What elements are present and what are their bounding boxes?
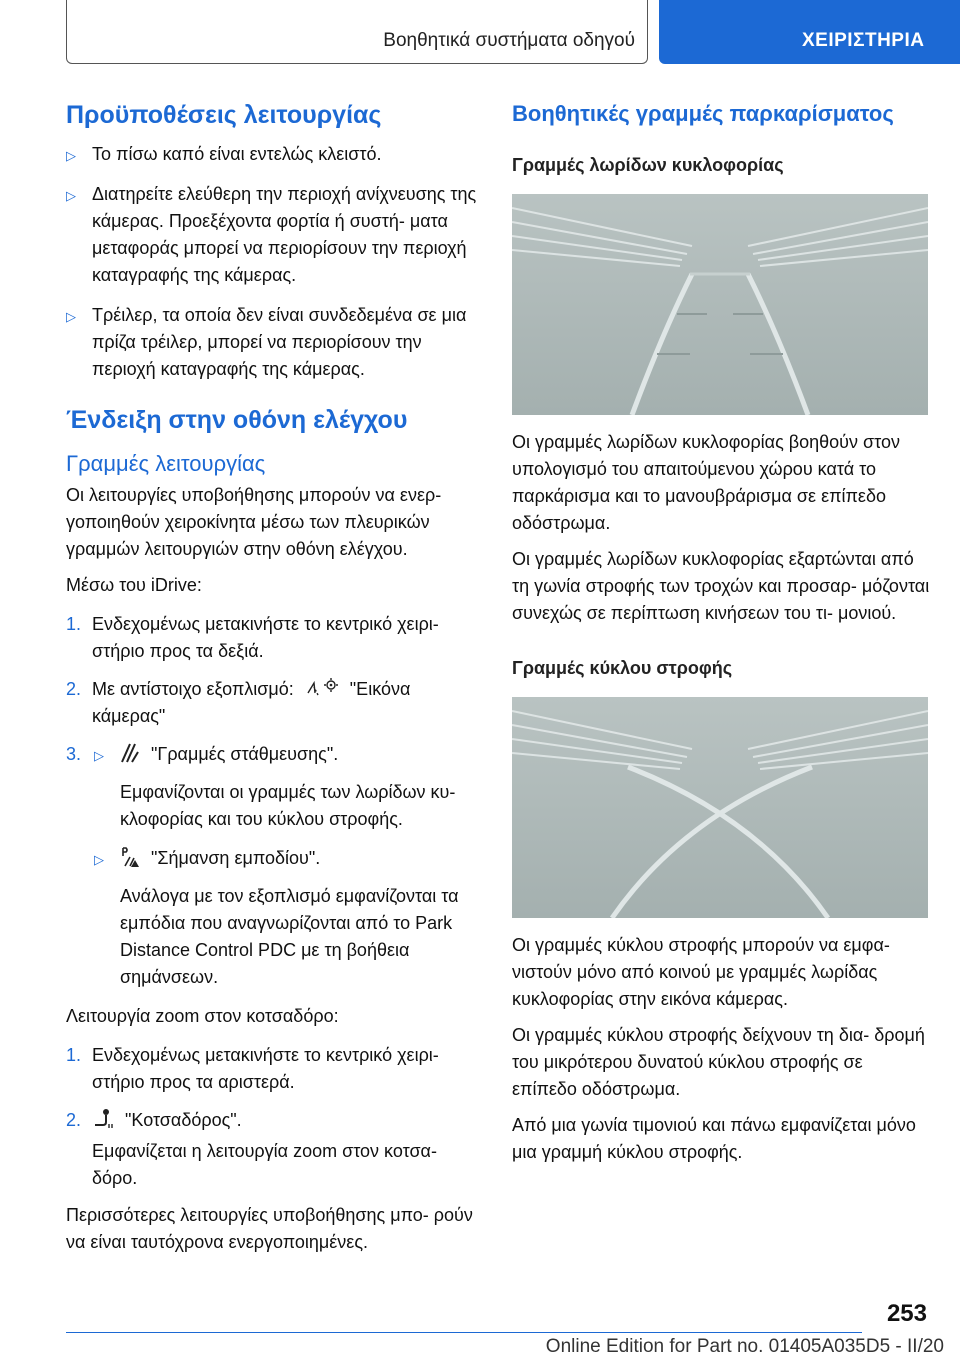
bullet-triangle-icon: ▷ — [66, 148, 76, 163]
display-title: Ένδειξη στην οθόνη ελέγχου — [66, 406, 408, 434]
turning-lines-p2: Οι γραμμές κύκλου στροφής δείχνουν τη δια- δρομή του μικρότερου δυνατού κύκλου στροφής σε επίπεδο οδόστρωμα. — [512, 1025, 925, 1099]
bullet-triangle-icon: ▷ — [94, 852, 104, 867]
zoom-intro: Λειτουργία zoom στον κοτσαδόρο: — [66, 1006, 339, 1026]
step-1: 1. Ενδεχομένως μετακινήστε το κεντρικό χειρι- στήριο προς τα δεξιά. — [66, 614, 439, 661]
header-section-box — [66, 0, 648, 64]
camera-settings-icon — [305, 677, 339, 699]
right-column — [512, 100, 932, 1175]
step-3: 3. ▷ "Γραμμές στάθμευσης". — [66, 741, 480, 768]
prereq-item: ▷ Τρέιλερ, τα οποία δεν είναι συνδεδεμένα σε μια πρίζα τρέιλερ, μπορεί να περιορίσουν την περιοχή καταγραφής της κάμερας. — [66, 305, 467, 379]
chapter-tab-label: ΧΕΙΡΙΣΤΗΡΙΑ — [802, 30, 925, 51]
step-3-desc: Εμφανίζονται οι γραμμές των λωρίδων κυ- κλοφορίας και του κύκλου στροφής. — [120, 782, 456, 829]
zoom-step-2-desc: Εμφανίζεται η λειτουργία zoom στον κοτσα- δόρο. — [92, 1141, 437, 1188]
parking-lines-title: Βοηθητικές γραμμές παρκαρίσματος — [512, 101, 894, 126]
obstacle-desc: Ανάλογα με τον εξοπλισμό εμφανίζονται τα εμπόδια που αναγνωρίζονται από το Park Distance Control PDC με τη βοήθεια σημάνσεων. — [120, 886, 459, 987]
left-column — [66, 100, 480, 1265]
tow-hitch-icon — [92, 1108, 114, 1130]
turning-lines-title: Γραμμές κύκλου στροφής — [512, 658, 733, 678]
bullet-triangle-icon: ▷ — [66, 188, 76, 203]
lane-lines-p2: Οι γραμμές λωρίδων κυκλοφορίας εξαρτώνται από τη γωνία στροφής των τροχών και προσαρ- μόζονται συνεχώς σε περίπτωση κινήσεων του τι- μονιού. — [512, 549, 930, 623]
page-number: 253 — [886, 1300, 927, 1327]
prereq-item: ▷ Διατηρείτε ελεύθερη την περιοχή ανίχνευσης της κάμερας. Προεξέχοντα φορτία ή συστή- ματα μεταφοράς μπορεί να περιορίσουν την περιοχή καταγραφής της κάμερας. — [66, 184, 477, 285]
footer-edition: Online Edition for Part no. 01405A035D5 - II/20 — [545, 1336, 944, 1357]
turning-lines-p1: Οι γραμμές κύκλου στροφής μπορούν να εμφα- νιστούν μόνο από κοινού με γραμμές λωρίδας κυκλοφορίας στην εικόνα κάμερας. — [512, 935, 890, 1009]
turning-lines-image — [512, 697, 928, 918]
prereq-title: Προϋποθέσεις λειτουργίας — [66, 101, 382, 129]
zoom-step-2: 2. "Κοτσαδόρος". — [66, 1110, 242, 1130]
closing-text: Περισσότερες λειτουργίες υποβοήθησης μπο- ρούν να είναι ταυτόχρονα ενεργοποιημένες. — [66, 1205, 473, 1252]
zoom-step-1: 1. Ενδεχομένως μετακινήστε το κεντρικό χειρι- στήριο προς τα αριστερά. — [66, 1045, 439, 1092]
via-idrive: Μέσω του iDrive: — [66, 575, 202, 595]
obstacle-marking: ▷ "Σήμανση εμποδίου". — [66, 845, 480, 872]
lane-lines-title: Γραμμές λωρίδων κυκλοφορίας — [512, 155, 784, 175]
turning-lines-p3: Από μια γωνία τιμονιού και πάνω εμφανίζεται μόνο μια γραμμή κύκλου στροφής. — [512, 1115, 916, 1162]
bullet-triangle-icon: ▷ — [94, 748, 104, 763]
step-2: 2. Με αντίστοιχο εξοπλισμό: "Εικόνα κάμερας" — [66, 679, 411, 726]
func-lines-intro: Οι λειτουργίες υποβοήθησης μπορούν να ενερ- γοποιηθούν χειροκίνητα μέσω των πλευρικών γραμμών λειτουργιών στην οθόνη ελέγχου. — [66, 485, 442, 559]
lane-lines-p1: Οι γραμμές λωρίδων κυκλοφορίας βοηθούν στον υπολογισμό του απαιτούμενου χώρου κατά το παρκάρισμα και το μανουβράρισμα σε επίπεδο οδόστρωμα. — [512, 432, 900, 533]
bullet-triangle-icon: ▷ — [66, 309, 76, 324]
lane-lines-image — [512, 194, 928, 415]
obstacle-marking-icon — [120, 846, 140, 868]
chapter-tab[interactable] — [659, 0, 960, 64]
parking-lines-icon — [120, 742, 140, 764]
footer-divider — [66, 1332, 862, 1333]
prereq-item: ▷ Το πίσω καπό είναι εντελώς κλειστό. — [66, 141, 480, 168]
func-lines-title: Γραμμές λειτουργίας — [66, 451, 266, 476]
header-section-title: Βοηθητικά συστήματα οδηγού — [383, 30, 635, 51]
